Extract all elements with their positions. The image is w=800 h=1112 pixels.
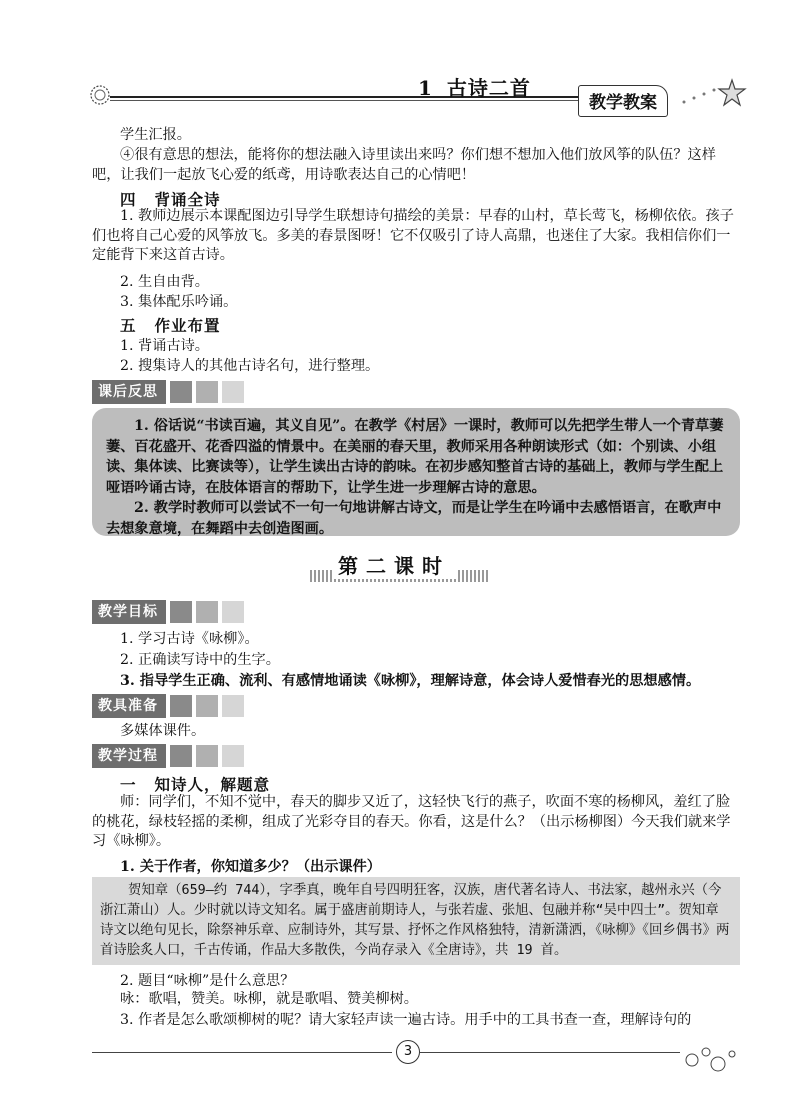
author-info-text: 贺知章（659—约 744），字季真，晚年自号四明狂客，汉族，唐代著名诗人、书法家，越州永兴（今浙江萧山）人。少时就以诗文知名。属于盛唐前期诗人，与张若虚、张旭、包融并称“吴中四士”。贺知章诗文以绝句见长，除祭神乐章、应制诗外，其写景、抒怀之作风格独特，清新潇洒，《咏柳》《回乡偶书》两首诗脍炙人口，千古传诵，作品大多散佚，今尚存录入《全唐诗》，共 19 首。 (100, 883, 730, 958)
objectives-tag-label: 教学目标 (92, 600, 166, 624)
section-heading-four-num: 四 (120, 190, 137, 209)
poem-reading-instruction: 3. 作者是怎么歌颂柳树的呢？请大家轻声读一遍古诗。用手中的工具书查一查，理解诗句的 (120, 1012, 692, 1028)
section-heading-one-num: 一 (120, 775, 137, 794)
homework-item-1: 1. 背诵古诗。 (120, 338, 209, 354)
author-info-box (92, 877, 740, 965)
section-heading-five-text: 作业布置 (154, 316, 221, 335)
objective-item-2: 2. 正确读写诗中的生字。 (120, 652, 280, 668)
materials-tag (92, 694, 244, 718)
section-heading-five-num: 五 (120, 316, 137, 335)
process-tag (92, 744, 244, 768)
title-meaning-answer: 咏：歌唱，赞美。咏柳，就是歌唱、赞美柳树。 (120, 991, 418, 1007)
objectives-tag (92, 600, 244, 624)
spring-intro-paragraph: 师：同学们，不知不觉中，春天的脚步又近了，这轻快飞行的燕子，吹面不寒的杨柳风，羞红了脸的桃花，绿枝轻摇的柔柳，组成了光彩夺目的春天。你看，这是什么？（出示杨柳图）今天我们就来学习《咏柳》。 (92, 794, 731, 850)
homework-item-2: 2. 搜集诗人的其他古诗名句，进行整理。 (120, 358, 380, 374)
star-icon (676, 74, 748, 114)
second-lesson-heading (310, 550, 490, 590)
process-tag-label: 教学过程 (92, 744, 166, 768)
recite-paragraph: 1. 教师边展示本课配图边引导学生联想诗句描绘的美景：早春的山村，草长莺飞，杨柳依依。孩子们也将自己心爱的风筝放飞。多美的春景图呀！它不仅吸引了诗人高鼎，也迷住了大家。我相信你们一定能背下来这首古诗。 (92, 208, 734, 264)
page-header (88, 68, 748, 118)
title-meaning-question: 2. 题目“咏柳”是什么意思？ (120, 973, 295, 989)
author-question: 1. 关于作者，你知道多少？（出示课件） (120, 859, 381, 875)
recite-step-2: 2. 生自由背。 (120, 274, 209, 290)
second-lesson-title: 第二课时 (332, 550, 456, 579)
bubbles-ornament-icon (684, 1040, 744, 1080)
kite-paragraph: ④很有意思的想法，能将你的想法融入诗里读出来吗？你们想不想加入他们放风筝的队伍？这样吧，让我们一起放飞心爱的纸鸢，用诗歌表达自己的心情吧！ (92, 147, 716, 183)
reflection-paragraph-2: 2. 教学时教师可以尝试不一句一句地讲解古诗文，而是让学生在吟诵中去感悟语言，在歌声中去想象意境，在舞蹈中去创造图画。 (106, 500, 722, 537)
footer-rule-left (92, 1052, 392, 1053)
section-heading-one (120, 773, 270, 795)
lesson-title (418, 72, 531, 101)
reflection-tag (92, 380, 244, 404)
circle-ornament-icon (88, 84, 118, 106)
lesson-number: 1 (418, 76, 433, 100)
recite-step-3: 3. 集体配乐吟诵。 (120, 294, 238, 310)
teaching-plan-badge: 教学教案 (578, 85, 668, 117)
reflection-paragraph-1: 1. 俗话说“书读百遍，其义自见”。在教学《村居》一课时，教师可以先把学生带人一个青草萋萋、百花盛开、花香四溢的情景中。在美丽的春天里，教师采用各种朗读形式（如：个别读、小组读、集体读、比赛读等），让学生读出古诗的韵味。在初步感知整首古诗的基础上，教师与学生配上哑语吟诵古诗，在肢体语言的帮助下，让学生进一步理解古诗的意思。 (106, 418, 724, 496)
page-number: 3 (396, 1040, 420, 1064)
reflection-box (92, 408, 740, 536)
objective-item-1: 1. 学习古诗《咏柳》。 (120, 631, 259, 647)
header-rule-thin (110, 100, 610, 101)
lesson-title-text: 古诗二首 (446, 76, 531, 100)
footer-rule-right (420, 1052, 680, 1053)
reflection-tag-label: 课后反思 (92, 380, 166, 404)
student-report-line: 学生汇报。 (120, 127, 191, 143)
section-heading-five (120, 314, 221, 336)
section-heading-one-text: 知诗人，解题意 (154, 775, 271, 794)
section-heading-four-text: 背诵全诗 (154, 190, 221, 209)
header-rule (110, 96, 630, 98)
objective-item-3: 3. 指导学生正确、流利、有感情地诵读《咏柳》，理解诗意，体会诗人爱惜春光的思想感情。 (120, 673, 701, 689)
materials-text: 多媒体课件。 (120, 723, 206, 739)
materials-tag-label: 教具准备 (92, 694, 166, 718)
